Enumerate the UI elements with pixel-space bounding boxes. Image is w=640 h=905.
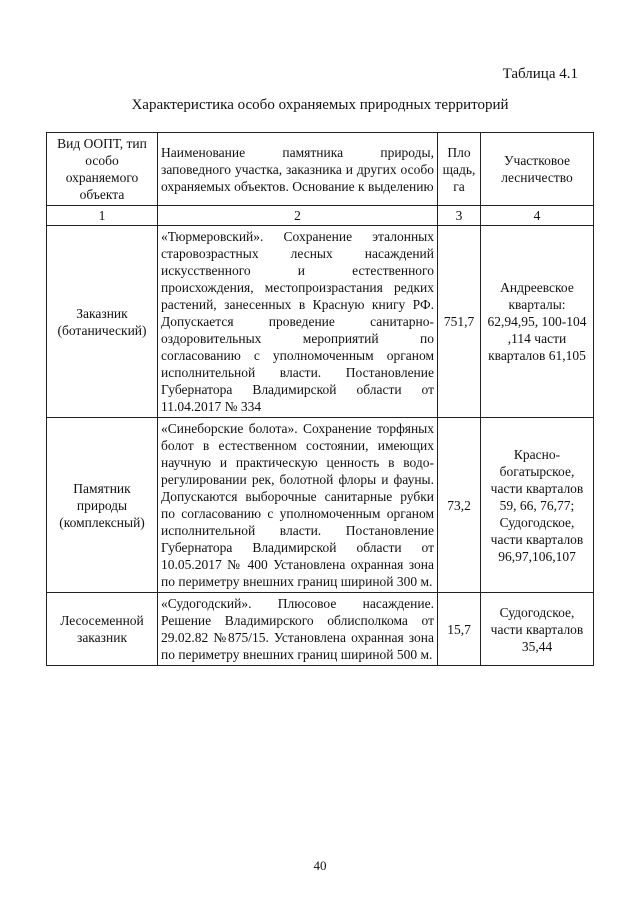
- column-number: 1: [47, 206, 158, 226]
- column-number: 3: [438, 206, 481, 226]
- row-type: Памятник природы (комплексный): [47, 418, 158, 593]
- header-name: Наименование памятника природы, заповедного участка, заказника и других особо охраняемых объектов. Основание к выделению: [158, 133, 438, 206]
- column-number: 4: [481, 206, 594, 226]
- row-description: «Синеборские болота». Сохранение торфяных болот в естественном состоянии, имеющих научную и практическую ценность в водо-регулировании рек, болотной флоры и фауны. Допускаются выборочные санитарные рубки по согласованию с уполномоченным органом исполнительной власти. Постановление Губернатора Владимирской области от 10.05.2017 № 400 Установлена охранная зона по периметру внешних границ шириной 300 м.: [158, 418, 438, 593]
- table-row: [47, 418, 594, 593]
- page-title: Характеристика особо охраняемых природных территорий: [131, 97, 509, 113]
- row-area: 15,7: [438, 593, 481, 666]
- row-description: «Судогодский». Плюсовое насаждение. Решение Владимирского облисполкома от 29.02.82 №875/15. Установлена охранная зона по периметру внешних границ шириной 500 м.: [158, 593, 438, 666]
- table-row: [47, 226, 594, 418]
- row-area: 751,7: [438, 226, 481, 418]
- table-label: Таблица 4.1: [502, 66, 578, 82]
- column-number: 2: [158, 206, 438, 226]
- row-forestry: Андреевское кварталы: 62,94,95, 100-104 ,114 части кварталов 61,105: [481, 226, 594, 418]
- page-number: 40: [313, 858, 327, 873]
- header-forestry: Участковое лесничество: [481, 133, 594, 206]
- row-forestry: Красно-богатырское, части кварталов 59, 66, 76,77; Судогодское, части кварталов 96,97,106,107: [481, 418, 594, 593]
- row-type: Лесосеменной заказник: [47, 593, 158, 666]
- header-area: Пло щадь, га: [438, 133, 481, 206]
- row-description: «Тюрмеровский». Сохранение эталонных старовозрастных лесных насаждений искусственного и естественного происхождения, местопроизрастания редких растений, занесенных в Красную книгу РФ. Допускается проведение санитарно-оздоровительных мероприятий по согласованию с уполномоченным органом исполнительной власти. Постановление Губернатора Владимирской области от 11.04.2017 № 334: [158, 226, 438, 418]
- protected-areas-table: [46, 132, 594, 666]
- row-type: Заказник (ботанический): [47, 226, 158, 418]
- row-forestry: Судогодское, части кварталов 35,44: [481, 593, 594, 666]
- header-type: Вид ООПТ, тип особо охраняемого объекта: [47, 133, 158, 206]
- table-row: [47, 593, 594, 666]
- row-area: 73,2: [438, 418, 481, 593]
- column-number-row: [47, 206, 594, 226]
- header-row: [47, 133, 594, 206]
